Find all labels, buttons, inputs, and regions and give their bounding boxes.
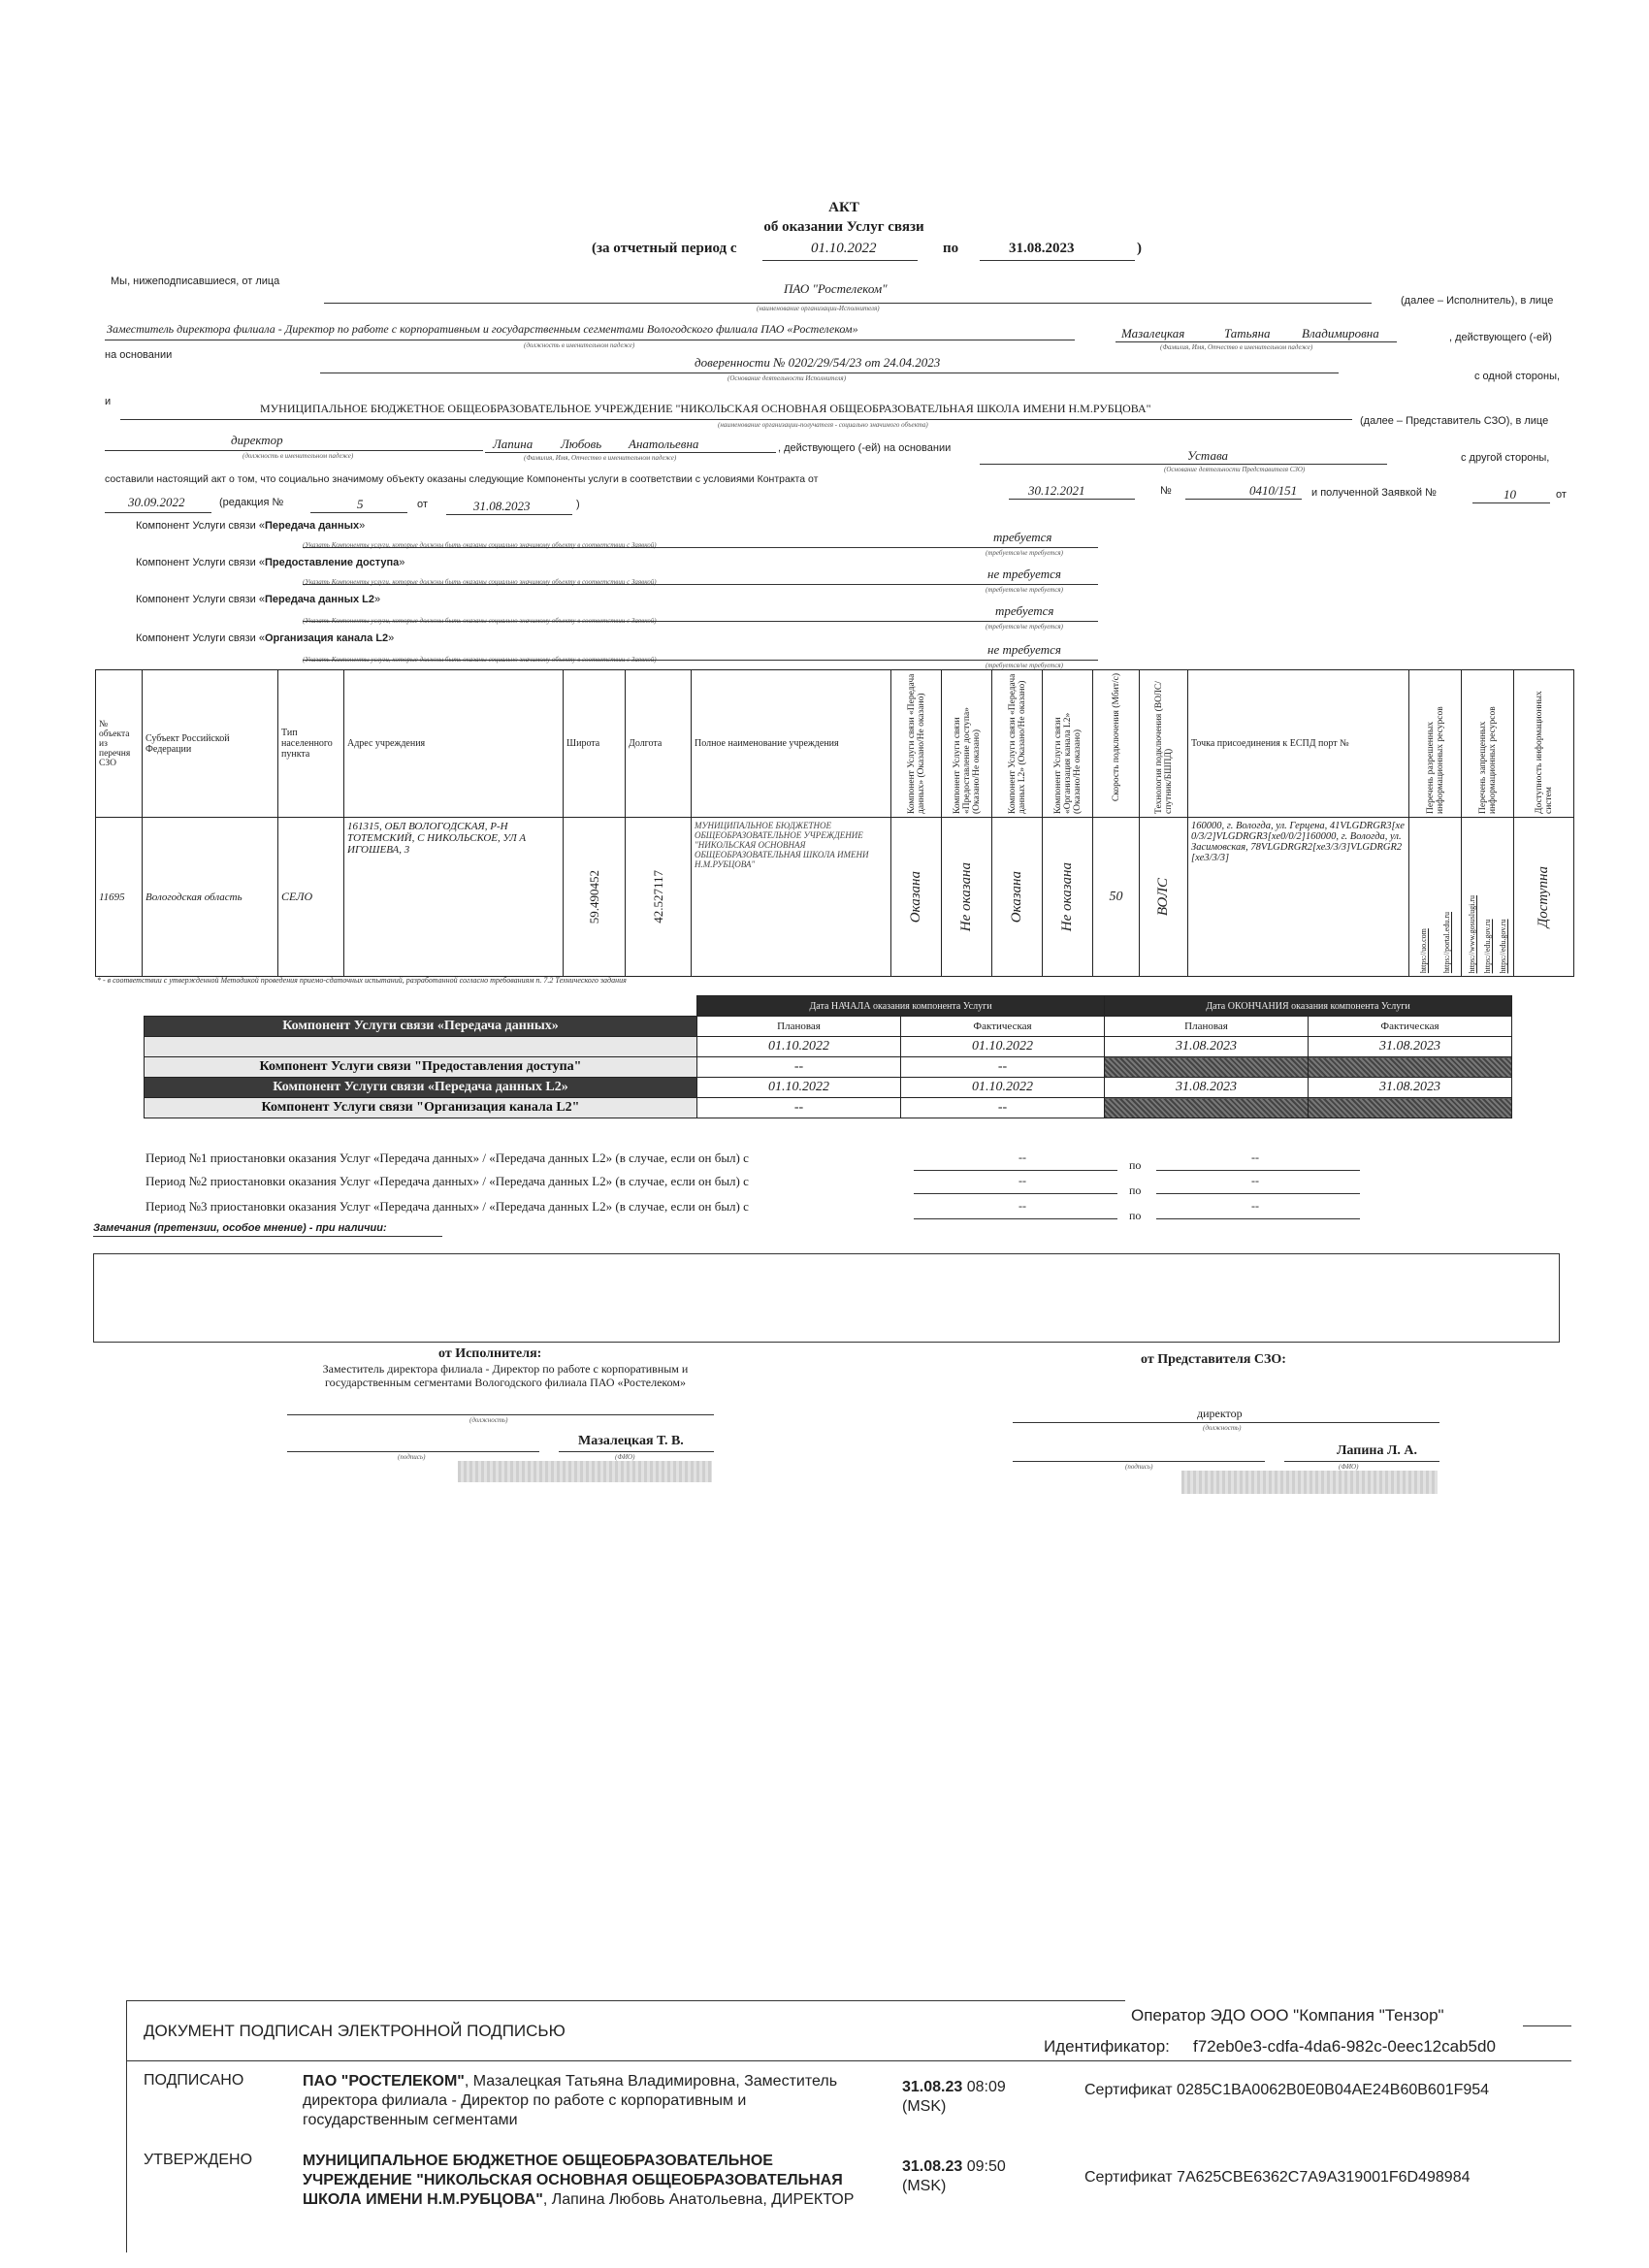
dates-row [145, 1057, 1512, 1078]
dates-subheader-row [145, 1017, 1512, 1037]
executor-stamp [458, 1461, 712, 1482]
sso-position: директор [231, 433, 283, 447]
header-c2-text: Компонент Услуги связи «Предоставление доступа» (Оказано/Не оказано) [952, 707, 982, 814]
start-planned-header: Плановая [697, 1017, 901, 1037]
suspension-to-label: по [1129, 1183, 1142, 1197]
header-c4 [1043, 670, 1093, 818]
executor-patronymic: Владимировна [1302, 326, 1379, 340]
suspension-from: -- [1018, 1150, 1026, 1164]
request-date: 30.09.2022 [128, 495, 185, 509]
table-row [96, 818, 1574, 977]
executor-surname: Мазалецкая [1121, 326, 1185, 340]
cell-lon-text: 42.527117 [650, 870, 665, 923]
remarks-box[interactable] [93, 1253, 1560, 1343]
edo-signer-person: , Мазалецкая Татьяна Владимировна, Заместитель директора филиала - Директор по работе с корпоративным и государственным сегментами [303, 2073, 838, 2128]
edo-cert: Сертификат 0285C1BA0062B0E0B04AE24B60B601F954 [1084, 2082, 1490, 2098]
component-value-caption: (требуется/не требуется) [986, 662, 1064, 669]
cell-speed: 50 [1093, 818, 1140, 977]
cell-c1-text: Оказана [908, 870, 923, 923]
header-subject: Субъект Российской Федерации [143, 670, 278, 818]
component-caption: (Указать Компоненты услуги, которые должны быть оказаны социально значимому объекту в соответствии с Заявкой) [303, 656, 657, 664]
end-planned [1105, 1057, 1309, 1078]
sso-name: МУНИЦИПАЛЬНОЕ БЮДЖЕТНОЕ ОБЩЕОБРАЗОВАТЕЛЬНОЕ УЧРЕЖДЕНИЕ "НИКОЛЬСКАЯ ОСНОВНАЯ ОБЩЕОБРАЗОВАТЕЛЬНАЯ ШКОЛА ИМЕНИ Н.М.РУБЦОВА" [260, 402, 1151, 415]
start-actual-header: Фактическая [901, 1017, 1105, 1037]
cell-settlement: СЕЛО [278, 818, 344, 977]
cell-c3 [992, 818, 1043, 977]
cell-availability [1514, 818, 1574, 977]
suspension-from: -- [1018, 1199, 1026, 1213]
sso-acting: , действующего (-ей) на основании [778, 442, 952, 454]
edo-cert: Сертификат 7A625CBE6362C7A9A319001F6D498984 [1084, 2169, 1471, 2186]
doc-subtitle: об оказании Услуг связи [763, 219, 924, 235]
header-c4-text: Компонент Услуги связи «Организация канала L2» (Оказано/Не оказано) [1052, 712, 1083, 814]
sso-sign-position: директор [1197, 1407, 1243, 1420]
header-c3-text: Компонент Услуги связи «Передача данных L2» (Оказано/Не оказано) [1007, 673, 1027, 814]
component-value: не требуется [987, 567, 1061, 581]
header-forbidden [1462, 670, 1514, 818]
executor-name: ПАО "Ростелеком" [784, 281, 888, 296]
header-point: Точка присоединения к ЕСПД порт № [1188, 670, 1409, 818]
end-planned-header: Плановая [1105, 1017, 1309, 1037]
header-fullname: Полное наименование учреждения [692, 670, 891, 818]
edo-date: 31.08.23 [902, 2158, 963, 2175]
start-planned: -- [697, 1098, 901, 1118]
start-planned: -- [697, 1057, 901, 1078]
start-actual: 01.10.2022 [901, 1078, 1105, 1098]
executor-firstname: Татьяна [1224, 326, 1271, 340]
basis-caption: (Основание деятельности Исполнителя) [728, 374, 847, 382]
end-planned [1105, 1098, 1309, 1118]
cell-num: 11695 [96, 818, 143, 977]
suspension-to: -- [1251, 1174, 1259, 1187]
basis-label: на основании [105, 349, 173, 361]
period-from: 01.10.2022 [811, 241, 877, 256]
table-header-row [96, 670, 1574, 818]
cell-fullname: МУНИЦИПАЛЬНОЕ БЮДЖЕТНОЕ ОБЩЕОБРАЗОВАТЕЛЬНОЕ УЧРЕЖДЕНИЕ "НИКОЛЬСКАЯ ОСНОВНАЯ ОБЩЕОБРАЗОВАТЕЛЬНАЯ ШКОЛА ИМЕНИ Н.М.РУБЦОВА" [692, 818, 891, 977]
edo-operator: Оператор ЭДО ООО "Компания "Тензор" [1131, 2006, 1444, 2025]
forbidden-link[interactable]: https://edu.gov.ru [1499, 919, 1508, 973]
cell-address: 161315, ОБЛ ВОЛОГОДСКАЯ, Р-Н ТОТЕМСКИЙ, С НИКОЛЬСКОЕ, УЛ А ИГОШЕВА, 3 [344, 818, 564, 977]
executor-caption: (наименование организации-Исполнителя) [757, 305, 880, 312]
header-allowed [1409, 670, 1462, 818]
component-caption: (Указать Компоненты услуги, которые должны быть оказаны социально значимому объекту в соответствии с Заявкой) [303, 541, 657, 549]
end-actual: 31.08.2023 [1309, 1037, 1512, 1057]
sso-surname: Лапина [493, 437, 534, 451]
dates-row-name: Компонент Услуги связи "Предоставления доступа" [145, 1057, 697, 1078]
executor-suffix: (далее – Исполнитель), в лице [1401, 295, 1554, 307]
period-close: ) [1137, 241, 1142, 256]
header-num: № объекта из перечня СЗО [96, 670, 143, 818]
edo-status: УТВЕРЖДЕНО [144, 2152, 253, 2168]
end-actual-header: Фактическая [1309, 1017, 1512, 1037]
component-label: Компонент Услуги связи «Предоставление доступа» [136, 557, 405, 568]
edo-signer [303, 2152, 865, 2210]
component-value: требуется [995, 603, 1054, 618]
cell-c1 [891, 818, 942, 977]
edo-tz: (MSK) [902, 2178, 947, 2194]
forbidden-link[interactable]: https://www.gosuslugi.ru [1467, 894, 1476, 973]
end-actual [1309, 1098, 1512, 1118]
suspension-to-label: по [1129, 1209, 1142, 1222]
intro-text: Мы, нижеподписавшиеся, от лица [111, 275, 280, 287]
suspension-label: Период №1 приостановки оказания Услуг «Передача данных» / «Передача данных L2» (в случае, если он был) с [146, 1150, 749, 1165]
dates-row [145, 1078, 1512, 1098]
table-footnote: * - в соответствии с утвержденной Методикой проведения приемо-сдаточных испытаний, разработанной согласно требованиям п. 7.2 Технического задания [97, 976, 627, 985]
cell-lon [626, 818, 692, 977]
allowed-link[interactable]: https://uo.com [1418, 928, 1428, 973]
header-forbidden-text: Перечень запрещенных информационных ресурсов [1477, 706, 1498, 814]
cell-c4-text: Не оказана [1059, 861, 1075, 932]
edo-date: 31.08.23 [902, 2079, 963, 2095]
header-lat: Широта [564, 670, 626, 818]
sso-suffix: (далее – Представитель СЗО), в лице [1360, 415, 1549, 427]
edition-date: 31.08.2023 [473, 499, 531, 513]
end-planned: 31.08.2023 [1105, 1078, 1309, 1098]
start-planned: 01.10.2022 [697, 1037, 901, 1057]
cell-tech [1140, 818, 1188, 977]
end-planned: 31.08.2023 [1105, 1037, 1309, 1057]
one-side-label: с одной стороны, [1474, 371, 1561, 382]
acting-label: , действующего (-ей) [1449, 332, 1552, 343]
and-label: и [105, 396, 112, 407]
suspension-to: -- [1251, 1150, 1259, 1164]
period-prefix: (за отчетный период с [592, 241, 737, 256]
executor-sign-fio: Мазалецкая Т. В. [578, 1434, 684, 1448]
cell-subject: Вологодская область [143, 818, 278, 977]
cell-availability-text: Доступна [1536, 865, 1551, 928]
edo-signer-person: , Лапина Любовь Анатольевна, ДИРЕКТОР [542, 2191, 855, 2208]
executor-signature-caption: (подпись) [398, 1453, 426, 1461]
component-value-caption: (требуется/не требуется) [986, 586, 1064, 594]
edition-no: 5 [357, 497, 364, 511]
cell-c4 [1043, 818, 1093, 977]
cell-point: 160000, г. Вологда, ул. Герцена, 41VLGDRGR3[xe0/3/2]VLGDRGR3[xe0/0/2]160000, г. Вологда, ул. Засимовская, 78VLGDRGR2[xe3/3/3]VLGDRGR2[xe3/3/3] [1188, 818, 1409, 977]
executor-sign-position: Заместитель директора филиала - Директор по работе с корпоративным и государственным сегментами Вологодского филиала ПАО «Ростелеком» [322, 1362, 689, 1389]
sso-basis-caption: (Основание деятельности Представителя СЗО) [1164, 466, 1306, 473]
cell-lat [564, 818, 626, 977]
contract-no-label: № [1160, 485, 1172, 497]
end-actual [1309, 1057, 1512, 1078]
compiled-text: составили настоящий акт о том, что социально значимому объекту оказаны следующие Компоненты услуги в соответствии с условиями Контракта от [105, 473, 819, 485]
sso-table [95, 669, 1574, 977]
cell-allowed [1409, 818, 1462, 977]
edo-title: ДОКУМЕНТ ПОДПИСАН ЭЛЕКТРОННОЙ ПОДПИСЬЮ [144, 2022, 566, 2040]
header-allowed-text: Перечень разрешенных информационных ресурсов [1425, 706, 1445, 814]
request-no: 10 [1504, 487, 1516, 502]
forbidden-link[interactable]: https://edu.gov.ru [1482, 919, 1492, 973]
end-actual: 31.08.2023 [1309, 1078, 1512, 1098]
allowed-link[interactable]: https://portal.edu.ru [1442, 911, 1452, 973]
sso-firstname: Любовь [561, 437, 602, 451]
component-value: требуется [993, 530, 1052, 544]
sso-stamp [1181, 1471, 1438, 1494]
header-address: Адрес учреждения [344, 670, 564, 818]
contract-no: 0410/151 [1249, 483, 1298, 498]
cell-c3-text: Оказана [1009, 870, 1024, 923]
edo-signer-org: ПАО "РОСТЕЛЕКОМ" [303, 2073, 465, 2090]
period-mid: по [943, 241, 959, 256]
edo-status: ПОДПИСАНО [144, 2072, 244, 2089]
executor-position-caption: (должность) [469, 1416, 508, 1424]
request-label: и полученной Заявкой № [1311, 487, 1437, 499]
sso-position-caption-sign: (должность) [1203, 1424, 1242, 1432]
dates-table [144, 995, 1512, 1118]
header-c1-text: Компонент Услуги связи «Передача данных» (Оказано/Не оказано) [906, 673, 926, 814]
dates-row-name: Компонент Услуги связи «Передача данных L2» [145, 1078, 697, 1098]
cell-forbidden [1462, 818, 1514, 977]
sso-basis: Устава [1187, 448, 1229, 463]
start-header: Дата НАЧАЛА оказания компонента Услуги [697, 996, 1105, 1017]
edo-time: 09:50 [966, 2158, 1006, 2175]
header-settlement: Тип населенного пункта [278, 670, 344, 818]
edo-signer-org: МУНИЦИПАЛЬНОЕ БЮДЖЕТНОЕ ОБЩЕОБРАЗОВАТЕЛЬНОЕ УЧРЕЖДЕНИЕ "НИКОЛЬСКАЯ ОСНОВНАЯ ОБЩЕОБРАЗОВАТЕЛЬНАЯ ШКОЛА ИМЕНИ Н.М.РУБЦОВА" [303, 2153, 843, 2208]
cell-c2-text: Не оказана [958, 861, 974, 932]
sso-position-caption: (должность в именительном падеже) [242, 452, 354, 460]
suspension-label: Период №3 приостановки оказания Услуг «Передача данных» / «Передача данных L2» (в случае, если он был) с [146, 1199, 749, 1214]
edo-id: f72eb0e3-cdfa-4da6-982c-0eec12cab5d0 [1193, 2037, 1496, 2056]
fio-caption: (Фамилия, Имя, Отчество в именительном падеже) [1160, 343, 1313, 351]
header-availability [1514, 670, 1574, 818]
executor-fio-caption: (ФИО) [615, 1453, 635, 1461]
component-label: Компонент Услуги связи «Передача данных» [136, 520, 366, 532]
edition-label: (редакция № [219, 497, 284, 508]
sso-patronymic: Анатольевна [629, 437, 699, 451]
component-value: не требуется [987, 642, 1061, 657]
end-header: Дата ОКОНЧАНИЯ оказания компонента Услуги [1105, 996, 1512, 1017]
sso-sign-fio: Лапина Л. А. [1337, 1443, 1417, 1458]
start-actual: -- [901, 1057, 1105, 1078]
component-value-caption: (требуется/не требуется) [986, 623, 1064, 631]
position-caption: (должность в именительном падеже) [524, 341, 635, 349]
edition-close: ) [576, 499, 580, 510]
edo-id-label: Идентификатор: [1044, 2037, 1170, 2056]
header-availability-text: Доступность информационных систем [1534, 691, 1554, 814]
sso-signature-caption: (подпись) [1125, 1463, 1153, 1471]
sso-fio-caption: (Фамилия, Имя, Отчество в именительном падеже) [524, 454, 677, 462]
remarks-label: Замечания (претензии, особое мнение) - при наличии: [93, 1222, 387, 1234]
header-tech-text: Технология подключения (ВОЛС/спутник/БШПД) [1153, 681, 1174, 814]
cell-tech-text: ВОЛС [1155, 877, 1171, 917]
header-lon: Долгота [626, 670, 692, 818]
doc-title: АКТ [828, 200, 859, 215]
dates-row [145, 1098, 1512, 1118]
header-c2 [942, 670, 992, 818]
component-caption: (Указать Компоненты услуги, которые должны быть оказаны социально значимому объекту в соответствии с Заявкой) [303, 617, 657, 625]
component-caption: (Указать Компоненты услуги, которые должны быть оказаны социально значимому объекту в соответствии с Заявкой) [303, 578, 657, 586]
sso-fio-caption-sign: (ФИО) [1339, 1463, 1359, 1471]
header-tech [1140, 670, 1188, 818]
sso-sign-title: от Представителя СЗО: [1141, 1352, 1286, 1367]
start-actual: 01.10.2022 [901, 1037, 1105, 1057]
start-planned: 01.10.2022 [697, 1078, 901, 1098]
edo-datetime [902, 2157, 1006, 2196]
executor-basis: доверенности № 0202/29/54/23 от 24.04.2023 [695, 355, 941, 370]
cell-lat-text: 59.490452 [586, 869, 601, 924]
dates-row-name: Компонент Услуги связи «Передача данных» [145, 1017, 697, 1037]
component-label: Компонент Услуги связи «Передача данных L2» [136, 594, 381, 605]
start-actual: -- [901, 1098, 1105, 1118]
suspension-to-label: по [1129, 1158, 1142, 1172]
header-c1 [891, 670, 942, 818]
component-label: Компонент Услуги связи «Организация канала L2» [136, 632, 395, 644]
suspension-to: -- [1251, 1199, 1259, 1213]
suspension-label: Период №2 приостановки оказания Услуг «Передача данных» / «Передача данных L2» (в случае, если он был) с [146, 1174, 749, 1188]
other-side-label: с другой стороны, [1461, 452, 1550, 464]
period-to: 31.08.2023 [1009, 241, 1075, 256]
dates-row-name: Компонент Услуги связи "Организация канала L2" [145, 1098, 697, 1118]
executor-position: Заместитель директора филиала - Директор по работе с корпоративным и государственным сегментами Вологодского филиала ПАО «Ростелеком» [107, 322, 858, 336]
suspension-from: -- [1018, 1174, 1026, 1187]
dates-header-row [145, 996, 1512, 1017]
request-from-label: от [1556, 489, 1567, 501]
edo-datetime [902, 2078, 1006, 2117]
executor-sign-title: от Исполнителя: [438, 1346, 542, 1361]
contract-date: 30.12.2021 [1028, 483, 1085, 498]
header-c3 [992, 670, 1043, 818]
dates-row [145, 1037, 1512, 1057]
cell-c2 [942, 818, 992, 977]
component-value-caption: (требуется/не требуется) [986, 549, 1064, 557]
sso-caption: (наименование организации-получателя - социально значимого объекта) [718, 421, 928, 429]
header-speed [1093, 670, 1140, 818]
edo-time: 08:09 [966, 2079, 1006, 2095]
edo-tz: (MSK) [902, 2098, 947, 2115]
header-speed-text: Скорость подключения (Мбит/с) [1111, 673, 1121, 802]
edition-from-label: от [417, 499, 428, 510]
edo-signer [303, 2072, 856, 2130]
